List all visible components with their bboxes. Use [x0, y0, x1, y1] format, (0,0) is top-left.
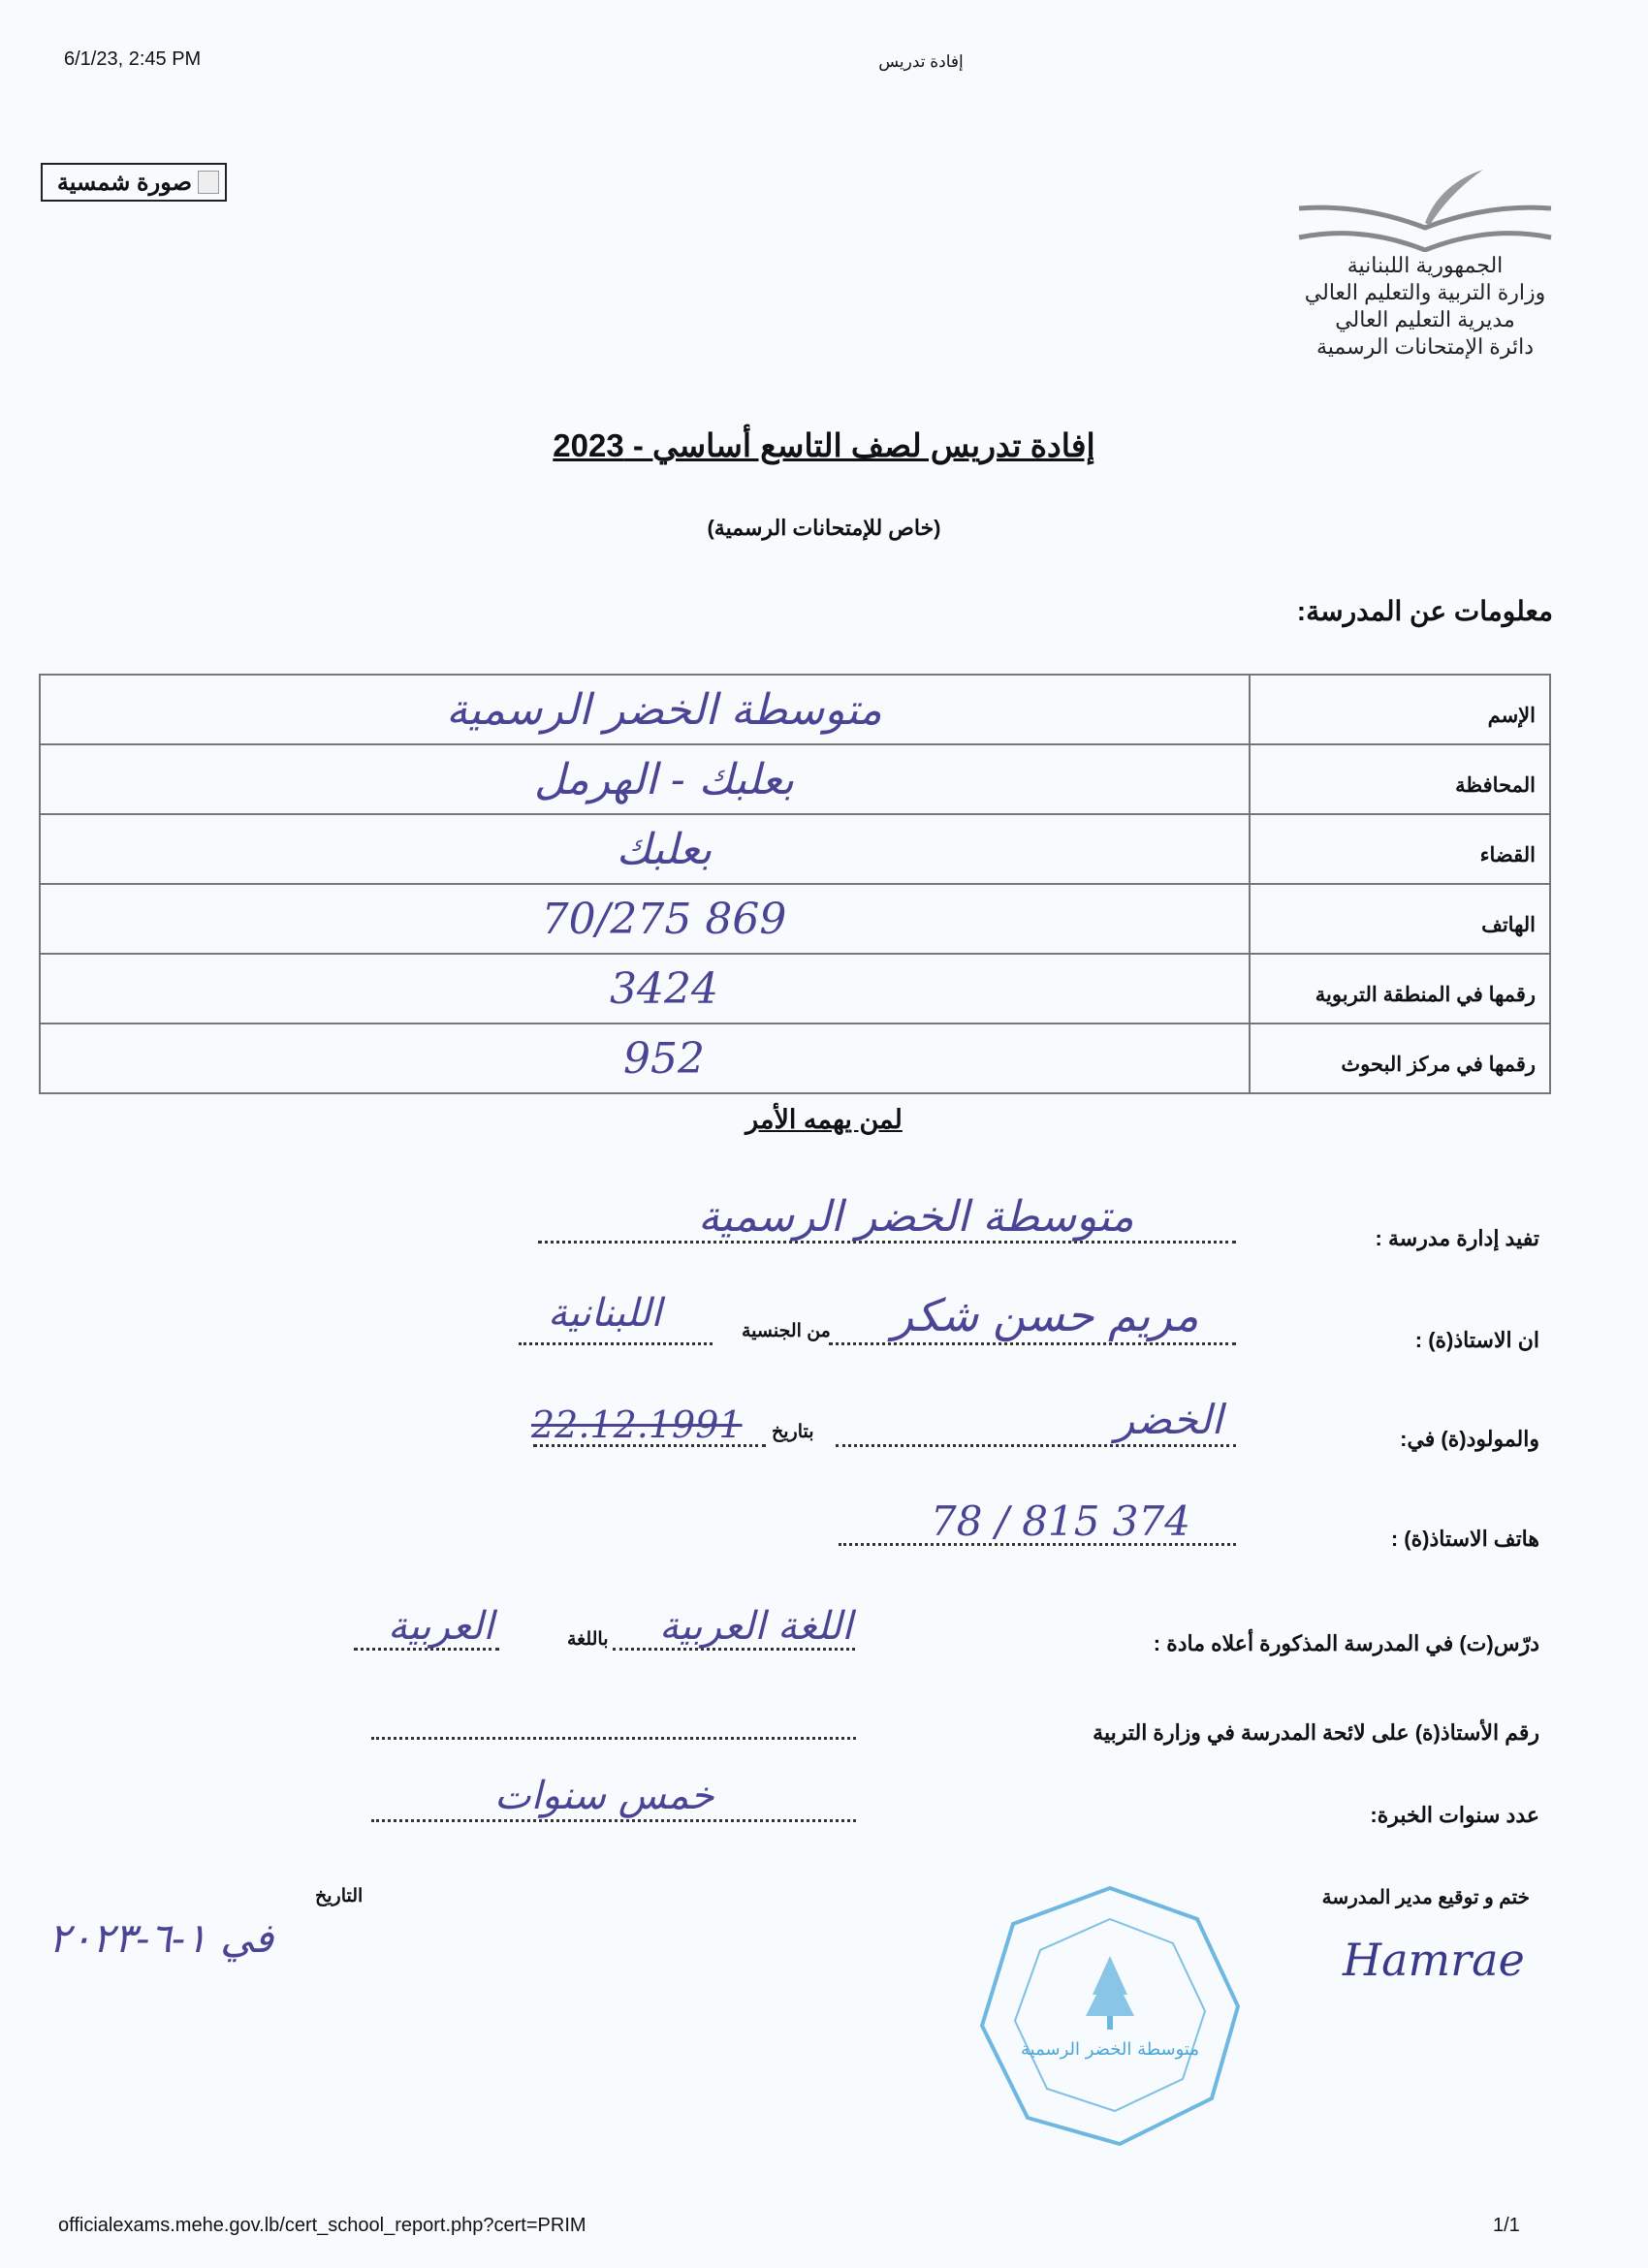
teacher-number-label: رقم الأستاذ(ة) على لائحة المدرسة في وزارة التربية: [1093, 1720, 1539, 1745]
subject-value: اللغة العربية: [659, 1604, 853, 1649]
stamp-signature-label: ختم و توقيع مدير المدرسة: [1321, 1887, 1530, 1908]
ministry-line: وزارة التربية والتعليم العالي: [1304, 280, 1546, 304]
document-title: إفادة تدريس لصف التاسع أساسي - 2023: [553, 427, 1095, 463]
table-row: [40, 744, 1550, 814]
ministry-line: الجمهورية اللبنانية: [1347, 253, 1504, 277]
nationality-label: من الجنسية: [742, 1321, 831, 1341]
phone-label: الهاتف: [1250, 884, 1550, 954]
footer-page-number: 1/1: [1493, 2215, 1520, 2236]
experience-label: عدد سنوات الخبرة:: [1370, 1803, 1539, 1827]
birthdate-value: 22.12.1991: [531, 1403, 743, 1446]
birthplace-label: والمولود(ة) في:: [1400, 1427, 1539, 1451]
subject-label: درّس(ت) في المدرسة المذكورة أعلاه مادة :: [1153, 1631, 1539, 1655]
broken-image-icon: [198, 171, 219, 194]
teacher-number-field: [371, 1737, 856, 1740]
language-label: باللغة: [567, 1629, 609, 1650]
book-logo-icon: [1294, 165, 1556, 252]
school-stamp: [974, 1880, 1246, 2152]
school-info-table: [39, 674, 1551, 1094]
table-row: [40, 675, 1550, 744]
ministry-line: مديرية التعليم العالي: [1335, 307, 1515, 331]
table-row: [40, 814, 1550, 884]
dotted-line: [836, 1444, 1236, 1447]
teacher-label: ان الاستاذ(ة) :: [1414, 1328, 1539, 1352]
to-whom-heading: لمن يهمه الأمر: [745, 1105, 903, 1134]
phone-value: 70/275 869: [541, 894, 787, 944]
birthdate-label: بتاريخ: [772, 1422, 814, 1442]
district-value: بعلبك: [616, 824, 713, 874]
governorate-value: بعلبك - الهرمل: [533, 754, 795, 804]
edu-zone-number-label: رقمها في المنطقة التربوية: [1250, 954, 1550, 1024]
ministry-line: دائرة الإمتحانات الرسمية: [1316, 334, 1534, 359]
print-page-title: إفادة تدريس: [878, 52, 964, 71]
table-row: [40, 1024, 1550, 1093]
section-heading: معلومات عن المدرسة:: [1296, 596, 1553, 626]
school-admin-value: متوسطة الخضر الرسمية: [698, 1192, 1134, 1242]
nationality-value: اللبنانية: [548, 1291, 662, 1336]
ministry-logo: [1289, 165, 1561, 383]
school-name-label: الإسم: [1250, 675, 1550, 744]
date-label: التاريخ: [315, 1886, 364, 1906]
table-row: [40, 954, 1550, 1024]
school-name-value: متوسطة الخضر الرسمية: [446, 684, 882, 735]
teacher-phone-label: هاتف الاستاذ(ة) :: [1390, 1527, 1539, 1551]
teacher-name-value: مريم حسن شكر: [892, 1289, 1199, 1341]
cedar-icon: [1086, 1956, 1134, 2016]
dotted-line: [519, 1342, 713, 1345]
footer-url: officialexams.mehe.gov.lb/cert_school_report.php?cert=PRIM: [58, 2215, 586, 2236]
date-value: في ١-٦-٢٠٢٣: [48, 1914, 274, 1962]
district-label: القضاء: [1250, 814, 1550, 884]
dotted-line: [829, 1342, 1236, 1345]
principal-signature: Hamrae: [1343, 1934, 1525, 1986]
research-center-number-label: رقمها في مركز البحوث: [1250, 1024, 1550, 1093]
edu-zone-number-value: 3424: [610, 963, 718, 1014]
teacher-phone-value: 78 / 815 374: [931, 1497, 1190, 1545]
dotted-line: [371, 1819, 856, 1822]
document-subtitle: (خاص للإمتحانات الرسمية): [707, 516, 941, 540]
experience-value: خمس سنوات: [494, 1774, 714, 1818]
school-admin-label: تفيد إدارة مدرسة :: [1375, 1226, 1539, 1250]
birthplace-value: الخضر: [1115, 1396, 1223, 1443]
photo-label: صورة شمسية: [56, 170, 192, 196]
research-center-number-value: 952: [623, 1033, 705, 1084]
stamp-text: متوسطة الخضر الرسمية: [1021, 2039, 1199, 2060]
print-datetime: 6/1/23, 2:45 PM: [64, 48, 202, 70]
table-row: [40, 884, 1550, 954]
language-value: العربية: [388, 1604, 494, 1649]
photo-placeholder: [41, 163, 227, 202]
governorate-label: المحافظة: [1250, 744, 1550, 814]
